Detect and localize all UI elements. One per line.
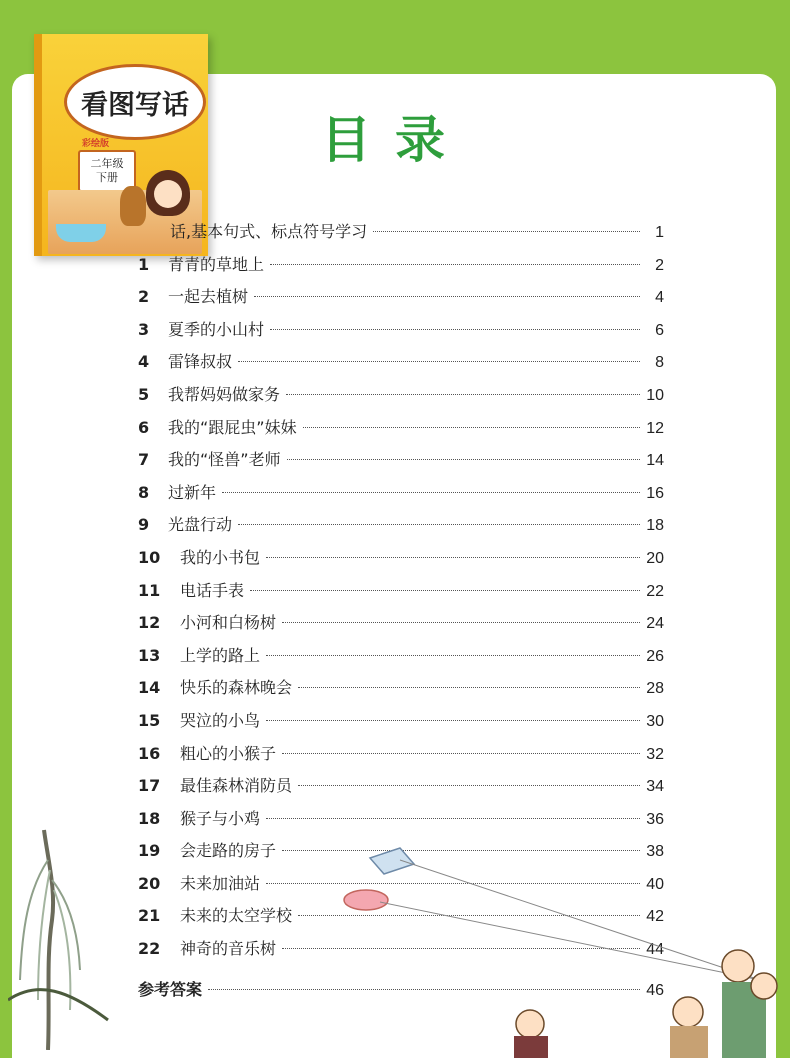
toc-entry-title: 会走路的房子 — [180, 841, 277, 861]
toc-entry-title: 我的小书包 — [180, 547, 261, 567]
toc-leader-dots — [270, 264, 640, 265]
toc-entry[interactable] — [138, 444, 664, 477]
toc-entry[interactable] — [138, 346, 664, 379]
toc-entry-title: 电话手表 — [180, 580, 245, 600]
toc-entry[interactable] — [138, 640, 664, 673]
toc-entry[interactable] — [138, 672, 664, 705]
toc-entry[interactable] — [138, 738, 664, 771]
toc-entry-page: 12 — [646, 419, 664, 437]
toc-leader-dots — [222, 492, 640, 493]
toc-entry-page: 18 — [646, 517, 664, 535]
toc-entry[interactable] — [138, 216, 664, 249]
toc-entry-page: 20 — [646, 549, 664, 567]
toc-entry-title: 小河和白杨树 — [180, 613, 277, 633]
toc-entry-number: 19 — [138, 841, 161, 861]
toc-entry[interactable] — [138, 477, 664, 510]
toc-entry-number: 7 — [138, 450, 150, 470]
toc-leader-dots — [250, 590, 640, 591]
toc-entry-page: 16 — [646, 484, 664, 502]
toc-entry-title: 光盘行动 — [168, 515, 233, 535]
toc-entry-page: 34 — [646, 778, 664, 796]
toc-entry-title: 神奇的音乐树 — [180, 939, 277, 959]
toc-entry-title: 我的“跟屁虫”妹妹 — [168, 417, 297, 437]
toc-leader-dots — [298, 687, 640, 688]
toc-entry-number: 21 — [138, 906, 161, 926]
toc-entry-number: 20 — [138, 873, 161, 893]
toc-leader-dots — [303, 427, 640, 428]
toc-entry[interactable] — [138, 249, 664, 282]
toc-entry-number: 10 — [138, 547, 161, 567]
toc-entry[interactable] — [138, 607, 664, 640]
toc-leader-dots — [282, 753, 640, 754]
toc-entry[interactable] — [138, 705, 664, 738]
toc-leader-dots — [266, 818, 640, 819]
toc-entry-page: 26 — [646, 647, 664, 665]
toc-leader-dots — [270, 329, 640, 330]
toc-leader-dots — [373, 231, 640, 232]
toc-leader-dots — [238, 361, 640, 362]
toc-entry-page: 40 — [646, 875, 664, 893]
toc-entry-title: 哭泣的小鸟 — [180, 710, 261, 730]
toc-entry-page: 10 — [646, 386, 664, 404]
toc-entry-number: 4 — [138, 352, 150, 372]
page-title: 目录 — [321, 111, 469, 169]
toc-entry-page: 14 — [646, 452, 664, 470]
toc-entry-number: 5 — [138, 384, 150, 404]
toc-entry-title: 最佳森林消防员 — [180, 776, 293, 796]
book-volume: 下册 — [96, 171, 118, 184]
toc-entry[interactable] — [138, 803, 664, 836]
toc-entry-title: 过新年 — [168, 482, 217, 502]
toc-leader-dots — [266, 655, 640, 656]
toc-entry[interactable] — [138, 412, 664, 445]
toc-entry-page: 38 — [646, 843, 664, 861]
toc-entry-title: 我帮妈妈做家务 — [168, 384, 281, 404]
toc-leader-dots — [266, 557, 640, 558]
toc-leader-dots — [286, 394, 640, 395]
toc-entry[interactable] — [138, 379, 664, 412]
toc-entry-title: 夏季的小山村 — [168, 319, 265, 339]
toc-entry-page: 2 — [655, 256, 664, 274]
girl-face-illustration — [154, 180, 182, 208]
toc-entry-page: 28 — [646, 680, 664, 698]
toc-entry-page: 42 — [646, 908, 664, 926]
toc-entry-number: 12 — [138, 613, 161, 633]
toc-entry-title: 未来加油站 — [180, 873, 261, 893]
toc-answers-title: 参考答案 — [138, 979, 203, 999]
toc-entry-number: 1 — [138, 254, 150, 274]
toc-leader-dots — [282, 622, 640, 623]
toc-leader-dots — [238, 524, 640, 525]
toc-entry-number: 3 — [138, 319, 150, 339]
toc-entry-title: 我的“怪兽”老师 — [168, 450, 281, 470]
toc-answers-page: 46 — [646, 981, 664, 999]
toc-entry[interactable] — [138, 770, 664, 803]
toc-entry-title: 猴子与小鸡 — [180, 808, 261, 828]
toc-entry-page: 44 — [646, 941, 664, 959]
toc-leader-dots — [298, 785, 640, 786]
toc-entry-title: 未来的太空学校 — [180, 906, 293, 926]
toc-entry-title: 雷锋叔叔 — [168, 352, 233, 372]
children-illustration — [500, 930, 790, 1058]
toc-entry-number: 11 — [138, 580, 161, 600]
toc-entry-title: 一起去植树 — [168, 287, 249, 307]
toc-entry-title: 快乐的森林晚会 — [180, 678, 293, 698]
toc-entry-page: 6 — [655, 321, 664, 339]
toc-entry-number: 14 — [138, 678, 161, 698]
toc-entry-number: 18 — [138, 808, 161, 828]
toc-leader-dots — [254, 296, 640, 297]
toc-entry-number: 8 — [138, 482, 150, 502]
toc-entry-title: 青青的草地上 — [168, 254, 265, 274]
toc-entry-number: 2 — [138, 287, 150, 307]
toc-entry-number: 15 — [138, 710, 161, 730]
toc-entry[interactable] — [138, 575, 664, 608]
book-grade: 二年级 — [90, 157, 124, 170]
toc-entry-title: 上学的路上 — [180, 645, 261, 665]
toc-entry-number: 17 — [138, 776, 161, 796]
toc-entry[interactable] — [138, 314, 664, 347]
book-edition: 彩绘版 — [82, 139, 110, 149]
willow-tree-illustration — [8, 820, 118, 1050]
toc-entry-page: 24 — [646, 615, 664, 633]
toc-entry-number: 16 — [138, 743, 161, 763]
toc-entry-page: 36 — [646, 810, 664, 828]
toc-entry-title: 话,基本句式、标点符号学习 — [170, 222, 368, 241]
toc-leader-dots — [266, 720, 640, 721]
toc-entry-page: 32 — [646, 745, 664, 763]
book-title: 看图写话 — [64, 64, 206, 140]
toc-entry[interactable] — [138, 281, 664, 314]
toc-entry-page: 1 — [655, 224, 664, 241]
toc-entry[interactable] — [138, 509, 664, 542]
bathtub-illustration — [56, 224, 106, 242]
toc-entry-number: 6 — [138, 417, 150, 437]
toc-entry-page: 4 — [655, 289, 664, 307]
toc-entry-title: 粗心的小猴子 — [180, 743, 277, 763]
toc-entry-number: 22 — [138, 939, 161, 959]
toc-entry-page: 8 — [655, 354, 664, 372]
toc-entry[interactable] — [138, 542, 664, 575]
toc-leader-dots — [287, 459, 640, 460]
toc-entry-number: 13 — [138, 645, 161, 665]
toc-entry-page: 30 — [646, 712, 664, 730]
toc-entry-page: 22 — [646, 582, 664, 600]
toc-entry-number: 9 — [138, 515, 150, 535]
